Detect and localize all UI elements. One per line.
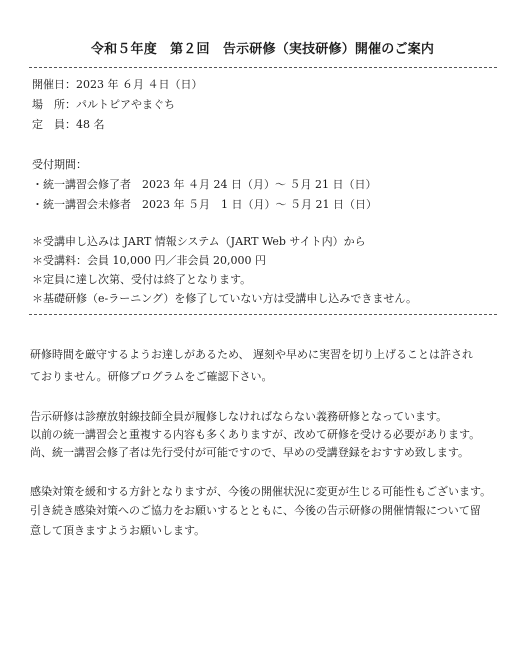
note-fee: ＊受講料：会員 10,000 円／非会員 20,000 円 bbox=[32, 254, 266, 267]
paragraph-line: 引き続き感染対策へのご協力をお願いするとともに、今後の告示研修の開催情報について留 bbox=[30, 504, 481, 517]
info-venue: 場 所：パルトピアやまぐち bbox=[32, 98, 175, 111]
dashed-divider-top bbox=[29, 67, 497, 68]
paragraph-line: 以前の統一講習会と重複する内容も多くありますが、改めて研修を受ける必要があります。 bbox=[30, 428, 481, 441]
info-capacity: 定 員：48 名 bbox=[32, 118, 105, 131]
paragraph-line: 研修時間を厳守するようお達しがあるため、 遅刻や早めに実習を切り上げることは許され bbox=[30, 348, 474, 361]
reception-not-completed: ・統一講習会未修者 2023 年 ５月 1 日（月）～ ５月 21 日（日） bbox=[32, 198, 377, 211]
info-date: 開催日：2023 年 ６月 ４日（日） bbox=[32, 78, 203, 91]
note-prerequisite: ＊基礎研修（e-ラーニング）を修了していない方は受講申し込みできません。 bbox=[32, 292, 417, 305]
note-application: ＊受講申し込みは JART 情報システム（JART Web サイト内）から bbox=[32, 235, 366, 248]
paragraph-line: ておりません。研修プログラムをご確認下さい。 bbox=[30, 370, 273, 383]
paragraph-line: 告示研修は診療放射線技師全員が履修しなければならない義務研修となっています。 bbox=[30, 410, 448, 423]
paragraph-line: 意して頂きますようお願いします。 bbox=[30, 524, 206, 537]
paragraph-line: 感染対策を緩和する方針となりますが、今後の開催状況に変更が生じる可能性もございます。 bbox=[30, 485, 492, 498]
note-capacity: ＊定員に達し次第、受付は終了となります。 bbox=[32, 273, 252, 286]
paragraph-line: 尚、統一講習会修了者は先行受付が可能ですので、早めの受講登録をおすすめ致します。 bbox=[30, 446, 470, 459]
reception-heading: 受付期間： bbox=[32, 158, 87, 171]
dashed-divider-bottom bbox=[29, 314, 497, 315]
document-title: 令和５年度 第２回 告示研修（実技研修）開催のご案内 bbox=[90, 42, 435, 57]
reception-completed: ・統一講習会修了者 2023 年 ４月 24 日（月）～ ５月 21 日（日） bbox=[32, 178, 377, 191]
